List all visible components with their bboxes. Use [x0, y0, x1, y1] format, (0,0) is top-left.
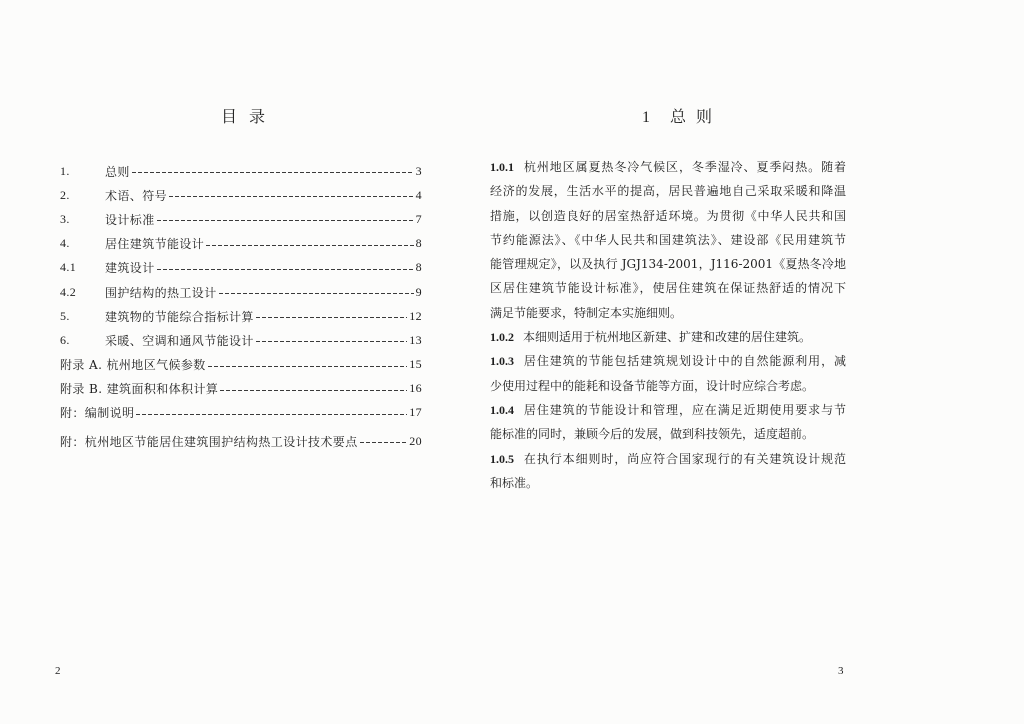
- clause-number: 1.0.4: [490, 402, 514, 417]
- toc-list: [60, 159, 422, 453]
- clause-text-line: [490, 471, 846, 495]
- clause-text-line: [490, 204, 846, 228]
- toc-entry-label: 附：杭州地区节能居住建筑围护结构热工设计技术要点: [60, 434, 358, 449]
- clause-number: 1.0.1: [490, 160, 514, 174]
- toc-entry: [60, 207, 422, 231]
- toc-entry-page: 9: [415, 284, 422, 299]
- toc-dot-leader: [219, 293, 414, 294]
- toc-entry-number: 4.1: [60, 260, 77, 275]
- toc-dot-leader: [132, 172, 414, 173]
- toc-entry-label: 总则: [105, 164, 130, 179]
- toc-entry-number: 3.: [60, 211, 70, 226]
- toc-entry-number: 6.: [60, 332, 70, 347]
- clause-text: 区居住建筑节能设计标准》，使居住建筑在保证热舒适的情况下: [490, 281, 846, 296]
- chapter-title: [632, 104, 732, 127]
- clause-text: 能管理规定》，以及执行 JGJ134-2001，J116-2001《夏热冬冷地: [490, 257, 846, 272]
- clause-text-line: [490, 422, 846, 446]
- toc-entry-number: 1.: [60, 163, 70, 178]
- toc-entry: [60, 159, 422, 183]
- clause-text: 节约能源法》、《中华人民共和国建筑法》、建设部《民用建筑节: [490, 232, 846, 247]
- clause-text: 居住建筑的节能设计和管理，应在满足近期使用要求与节: [523, 402, 846, 417]
- toc-dot-leader: [157, 269, 414, 270]
- toc-entry-label: 附录 A. 杭州地区气候参数: [60, 358, 206, 373]
- toc-entry: [60, 183, 422, 207]
- toc-entry-label: 采暖、空调和通风节能设计: [105, 333, 254, 348]
- toc-dot-leader: [169, 196, 414, 197]
- toc-entry-label: 建筑物的节能综合指标计算: [105, 309, 254, 324]
- toc-entry-number: 2.: [60, 187, 70, 202]
- toc-entry-number: 5.: [60, 308, 70, 323]
- toc-dot-leader: [256, 317, 407, 318]
- toc-dot-leader: [208, 366, 407, 367]
- toc-entry-label: 附录 B. 建筑面积和体积计算: [60, 382, 219, 397]
- toc-dot-leader: [220, 390, 407, 391]
- clause-text: 杭州地区属夏热冬冷气候区，冬季湿冷、夏季闷热。随着: [523, 160, 846, 174]
- toc-entry-label: 设计标准: [105, 212, 155, 227]
- clause-text-line: [490, 179, 846, 203]
- clause-text: 能标准的同时，兼顾今后的发展，做到科技领先，适度超前。: [490, 427, 815, 442]
- toc-entry: [60, 328, 422, 352]
- toc-entry-label: 附：编制说明: [60, 406, 135, 421]
- clause-text: 经济的发展，生活水平的提高，居民普遍地自己采取采暖和降温: [490, 184, 846, 199]
- clause-text-line: [490, 155, 846, 179]
- clause-text-line: [490, 301, 846, 325]
- toc-dot-leader: [136, 414, 407, 415]
- toc-dot-leader: [256, 341, 407, 342]
- clause-number: 1.0.5: [490, 451, 514, 466]
- clause-number: 1.0.2: [490, 330, 514, 345]
- toc-entry: [60, 256, 422, 280]
- clause-text: 在执行本细则时，尚应符合国家现行的有关建筑设计规范: [523, 451, 846, 466]
- toc-entry-label: 围护结构的热工设计: [105, 285, 217, 300]
- toc-entry: [60, 304, 422, 328]
- clause-list: [490, 155, 846, 495]
- toc-entry-page: 15: [409, 357, 422, 372]
- clause-number: 1.0.3: [490, 354, 514, 369]
- clause-text-line: [490, 447, 846, 471]
- clause-1-0-2: [490, 325, 846, 349]
- toc-entry-page: 20: [409, 433, 422, 448]
- clause-text-line: [490, 349, 846, 373]
- toc-entry-page: 8: [415, 236, 422, 251]
- toc-entry-page: 13: [409, 332, 422, 347]
- toc-entry-label: 建筑设计: [105, 261, 155, 276]
- clause-text-line: [490, 276, 846, 300]
- toc-entry-label: 术语、符号: [105, 188, 168, 203]
- clause-text-line: [490, 252, 846, 276]
- toc-entry-page: 3: [415, 163, 422, 178]
- clause-1-0-5: [490, 447, 846, 496]
- clause-text-line: [490, 374, 846, 398]
- clause-text: 少使用过程中的能耗和设备节能等方面，设计时应综合考虑。: [490, 378, 815, 393]
- clause-text-line: [490, 325, 846, 349]
- clause-text-line: [490, 398, 846, 422]
- toc-entry: [60, 232, 422, 256]
- toc-entry-label: 居住建筑节能设计: [105, 237, 205, 252]
- toc-entry-page: 16: [409, 381, 422, 396]
- toc-entry-number: 4.: [60, 236, 70, 251]
- clause-text: 措施，以创造良好的居室热舒适环境。为贯彻《中华人民共和国: [490, 208, 846, 223]
- chapter-number: 1: [641, 109, 650, 126]
- toc-entry-page: 4: [415, 187, 422, 202]
- clause-1-0-3: [490, 349, 846, 398]
- contents-title: 目录: [220, 107, 277, 126]
- toc-entry-page: 7: [415, 211, 422, 226]
- toc-entry-page: 17: [409, 405, 422, 420]
- toc-entry: [60, 401, 422, 425]
- right-page: [490, 0, 1024, 724]
- toc-entry: [60, 280, 422, 304]
- clause-text-line: [490, 228, 846, 252]
- toc-entry-page: 12: [409, 308, 422, 323]
- toc-dot-leader: [360, 442, 408, 443]
- clause-1-0-4: [490, 398, 846, 447]
- toc-dot-leader: [206, 245, 413, 246]
- clause-1-0-1: [490, 155, 846, 325]
- left-page-number: 2: [55, 665, 61, 677]
- toc-entry: [60, 429, 422, 453]
- toc-entry-number: 4.2: [60, 284, 77, 299]
- clause-text: 居住建筑的节能包括建筑规划设计中的自然能源利用，减: [523, 354, 846, 369]
- clause-text: 满足节能要求，特制定本实施细则。: [490, 305, 683, 320]
- clause-text: 和标准。: [490, 475, 539, 490]
- toc-dot-leader: [157, 220, 414, 221]
- toc-entry-page: 8: [415, 260, 422, 275]
- toc-entry: [60, 353, 422, 377]
- chapter-name: 总则: [669, 107, 722, 126]
- clause-text: 本细则适用于杭州地区新建、扩建和改建的居住建筑。: [523, 330, 812, 345]
- toc-entry: [60, 377, 422, 401]
- right-page-number: 3: [838, 665, 844, 677]
